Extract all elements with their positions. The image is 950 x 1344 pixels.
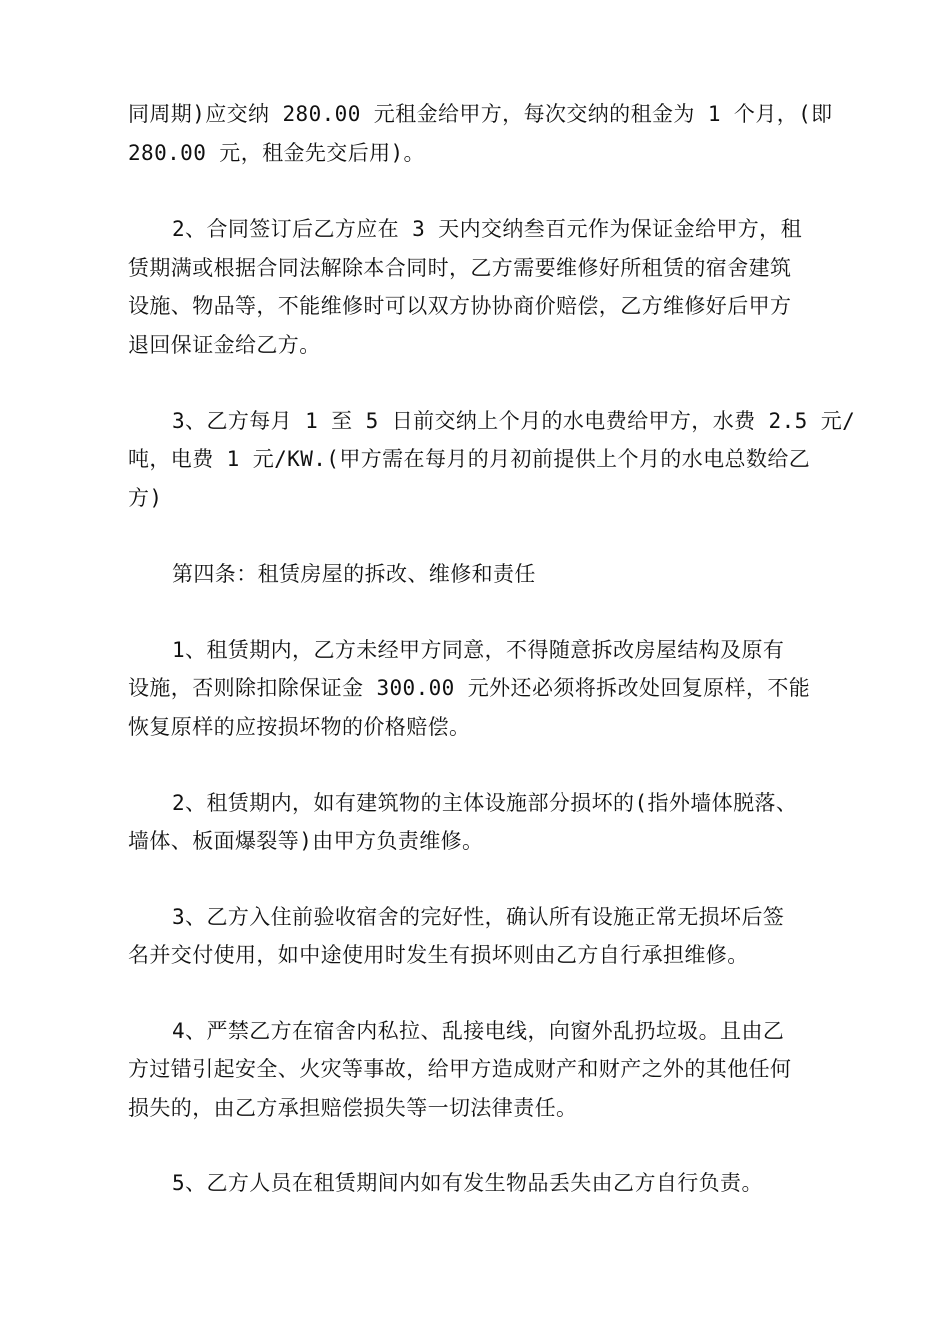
text-line: 吨，电费 1 元/KW.(甲方需在每月的月初前提供上个月的水电总数给乙 xyxy=(128,447,811,471)
text-line: 墙体、板面爆裂等)由甲方负责维修。 xyxy=(128,829,484,853)
text-line: 4、严禁乙方在宿舍内私拉、乱接电线，向窗外乱扔垃圾。且由乙 xyxy=(172,1019,785,1043)
text-line: 方) xyxy=(128,486,163,510)
text-line: 赁期满或根据合同法解除本合同时，乙方需要维修好所租赁的宿舍建筑 xyxy=(128,256,792,280)
text-line: 设施、物品等，不能维修时可以双方协协商价赔偿，乙方维修好后甲方 xyxy=(128,294,792,318)
text-line: 损失的，由乙方承担赔偿损失等一切法律责任。 xyxy=(128,1096,578,1120)
text-line: 恢复原样的应按损坏物的价格赔偿。 xyxy=(128,715,471,739)
text-line: 退回保证金给乙方。 xyxy=(128,333,321,357)
text-line: 2、租赁期内，如有建筑物的主体设施部分损坏的(指外墙体脱落、 xyxy=(172,791,798,815)
text-line: 5、乙方人员在租赁期间内如有发生物品丢失由乙方自行负责。 xyxy=(172,1171,763,1195)
text-line: 2、合同签订后乙方应在 3 天内交纳叁百元作为保证金给甲方，租 xyxy=(172,217,802,241)
section-heading: 第四条：租赁房屋的拆改、维修和责任 xyxy=(172,562,536,586)
text-line: 同周期)应交纳 280.00 元租金给甲方，每次交纳的租金为 1 个月，(即 xyxy=(128,102,833,126)
text-line: 280.00 元，租金先交后用)。 xyxy=(128,141,425,165)
text-line: 1、租赁期内，乙方未经甲方同意，不得随意拆改房屋结构及原有 xyxy=(172,638,785,662)
text-line: 3、乙方每月 1 至 5 日前交纳上个月的水电费给甲方，水费 2.5 元/ xyxy=(172,409,856,433)
text-line: 方过错引起安全、火灾等事故，给甲方造成财产和财产之外的其他任何 xyxy=(128,1057,792,1081)
text-line: 3、乙方入住前验收宿舍的完好性，确认所有设施正常无损坏后签 xyxy=(172,905,785,929)
text-line: 名并交付使用，如中途使用时发生有损坏则由乙方自行承担维修。 xyxy=(128,943,749,967)
text-line: 设施，否则除扣除保证金 300.00 元外还必须将拆改处回复原样，不能 xyxy=(128,676,811,700)
